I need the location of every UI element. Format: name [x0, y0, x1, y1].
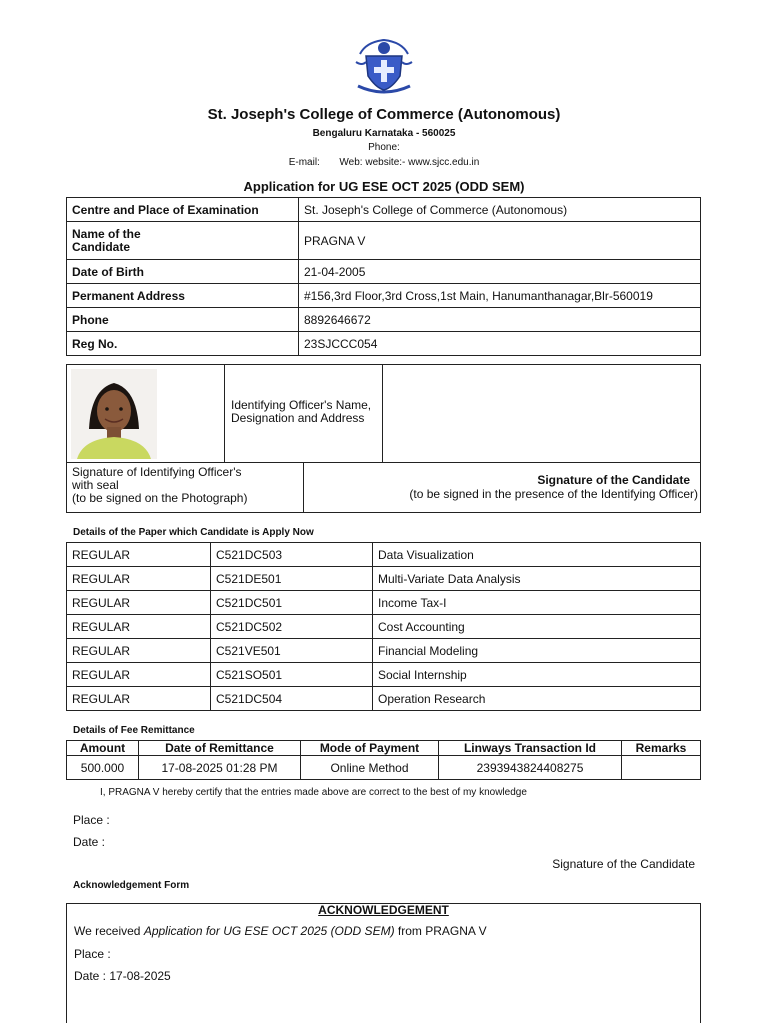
table-row: REGULAR C521DC502 Cost Accounting	[67, 615, 701, 639]
college-location: Bengaluru Karnataka - 560025	[312, 128, 456, 139]
info-label: Name of the Candidate	[67, 222, 299, 260]
info-label: Phone	[67, 308, 299, 332]
table-row	[67, 308, 701, 332]
divider	[224, 365, 225, 462]
info-value: 8892646672	[299, 308, 701, 332]
info-value: 23SJCCC054	[299, 332, 701, 356]
acknowledgement-date: Date : 17-08-2025	[74, 969, 171, 983]
table-row: REGULAR C521DE501 Multi-Variate Data Analysis	[67, 567, 701, 591]
candidate-signature-text: Signature of the Candidate	[552, 857, 695, 871]
table-row: REGULAR C521VE501 Financial Modeling	[67, 639, 701, 663]
place-label: Place :	[73, 813, 110, 827]
table-row	[67, 284, 701, 308]
table-row	[67, 222, 701, 260]
info-value: PRAGNA V	[299, 222, 701, 260]
table-header-row: Amount Date of Remittance Mode of Payment Linways Transaction Id Remarks	[67, 741, 701, 756]
date-label: Date :	[73, 835, 106, 849]
certification-text: I, PRAGNA V hereby certify that the entries made above are correct to the best of my knowledge	[100, 787, 527, 798]
papers-section-title: Details of the Paper which Candidate is Apply Now	[73, 527, 314, 538]
college-phone: Phone:	[368, 142, 400, 153]
candidate-photo	[71, 369, 157, 459]
info-label: Permanent Address	[67, 284, 299, 308]
divider	[67, 462, 700, 463]
fee-section-title: Details of Fee Remittance	[73, 725, 195, 736]
table-row: REGULAR C521DC501 Income Tax-I	[67, 591, 701, 615]
candidate-info-table	[66, 197, 701, 356]
table-row	[67, 198, 701, 222]
acknowledgement-form-title: Acknowledgement Form	[73, 880, 190, 891]
acknowledgement-heading: ACKNOWLEDGEMENT	[318, 903, 449, 917]
acknowledgement-received: We received Application for UG ESE OCT 2025 (ODD SEM) from PRAGNA V	[74, 924, 487, 938]
table-row: REGULAR C521DC504 Operation Research	[67, 687, 701, 711]
identifying-officer-label: Identifying Officer's Name, Designation and Address	[231, 398, 372, 425]
candidate-signature-label: Signature of the Candidate (to be signed in the presence of the Identifying Officer)	[409, 473, 698, 501]
info-label: Centre and Place of Examination	[67, 198, 299, 222]
email-label: E-mail:	[288, 157, 320, 168]
college-emblem-icon	[352, 36, 416, 96]
table-row: 500.000 17-08-2025 01:28 PM Online Method 2393943824408275	[67, 756, 701, 780]
acknowledgement-place: Place :	[74, 947, 111, 961]
acknowledgement-box	[66, 903, 701, 1023]
table-row	[67, 332, 701, 356]
papers-table	[66, 542, 701, 711]
table-row: REGULAR C521SO501 Social Internship	[67, 663, 701, 687]
officer-signature-label: Signature of Identifying Officer's with seal (to be signed on the Photograph)	[72, 465, 248, 505]
info-label: Date of Birth	[67, 260, 299, 284]
table-row	[67, 260, 701, 284]
info-value: 21-04-2005	[299, 260, 701, 284]
info-value: #156,3rd Floor,3rd Cross,1st Main, Hanumanthanagar,Blr-560019	[299, 284, 701, 308]
info-value: St. Joseph's College of Commerce (Autonomous)	[299, 198, 701, 222]
college-contact	[0, 157, 768, 168]
identification-box	[66, 364, 701, 513]
application-title: Application for UG ESE OCT 2025 (ODD SEM)	[243, 179, 525, 194]
college-name: St. Joseph's College of Commerce (Autonomous)	[207, 106, 561, 123]
table-row: REGULAR C521DC503 Data Visualization	[67, 543, 701, 567]
website-text: Web: website:- www.sjcc.edu.in	[339, 157, 480, 168]
divider	[303, 462, 304, 513]
info-label: Reg No.	[67, 332, 299, 356]
divider	[382, 365, 383, 462]
fee-table	[66, 740, 701, 780]
